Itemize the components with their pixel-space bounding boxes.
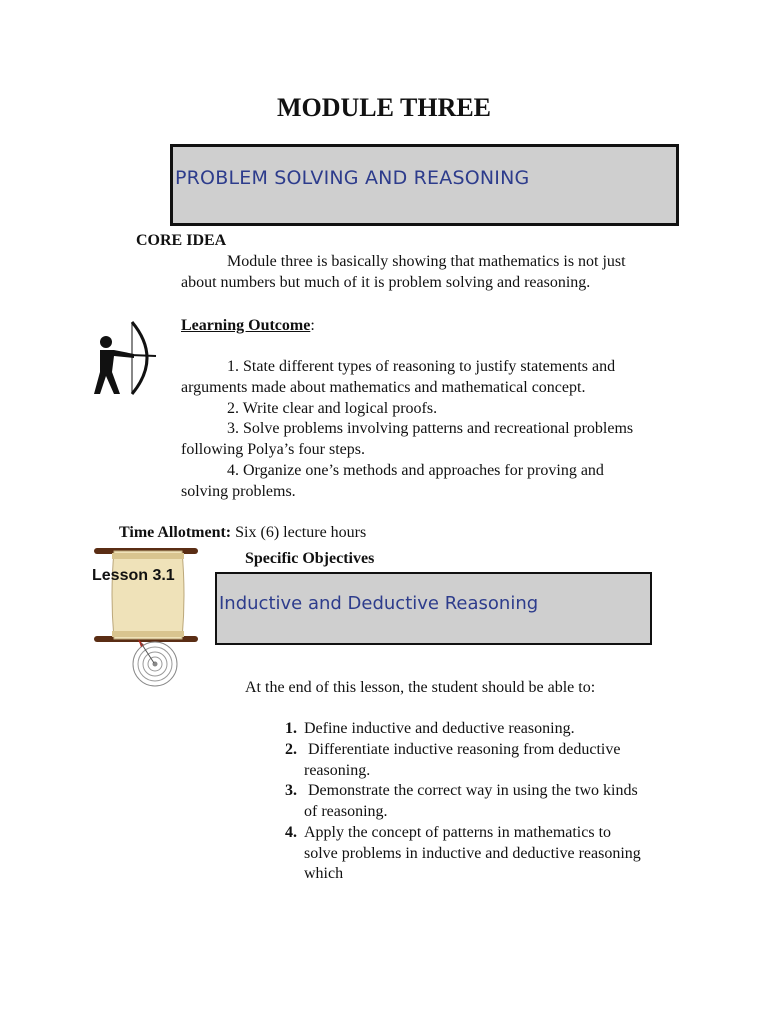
objective-number: 4.	[285, 824, 297, 841]
objective-line: Define inductive and deductive reasoning.	[304, 720, 575, 737]
objective-line: solve problems in inductive and deductive reasoning	[304, 845, 641, 862]
outcome-line: 3. Solve problems involving patterns and recreational problems	[227, 420, 634, 437]
objective-line: of reasoning.	[304, 803, 388, 820]
scroll-icon	[90, 545, 202, 645]
objective-line: Apply the concept of patterns in mathematics to	[304, 824, 612, 841]
objective-line: reasoning.	[304, 762, 371, 779]
module-banner	[170, 144, 679, 226]
objective-line: which	[304, 865, 344, 882]
specific-objectives-heading: Specific Objectives	[245, 550, 375, 567]
time-allotment-value: Six (6) lecture hours	[235, 524, 367, 541]
lesson-banner	[215, 572, 652, 645]
outcome-line: 4. Organize one’s methods and approaches for proving and	[227, 462, 604, 479]
objective-number: 2.	[285, 741, 297, 758]
time-allotment	[119, 522, 366, 543]
lesson-banner-text: Inductive and Deductive Reasoning	[219, 593, 539, 614]
target-icon	[130, 637, 180, 687]
objective-line: Demonstrate the correct way in using the two kinds	[304, 782, 638, 799]
learning-outcome-colon: :	[310, 317, 315, 334]
lesson-label: Lesson 3.1	[92, 567, 175, 584]
objective-number: 1.	[285, 720, 297, 737]
outcome-line: 1. State different types of reasoning to justify statements and	[227, 358, 616, 375]
outcome-line: 2. Write clear and logical proofs.	[227, 400, 438, 417]
objective-number: 3.	[285, 782, 297, 799]
outcome-line: arguments made about mathematics and mathematical concept.	[181, 379, 586, 396]
time-allotment-label: Time Allotment:	[119, 524, 232, 541]
core-idea-line: Module three is basically showing that mathematics is not just	[227, 253, 626, 270]
learning-outcome-heading: Learning Outcome	[181, 317, 311, 334]
lesson-intro: At the end of this lesson, the student should be able to:	[245, 679, 596, 696]
core-idea-heading: CORE IDEA	[136, 232, 227, 249]
outcome-line: following Polya’s four steps.	[181, 441, 365, 458]
module-title: MODULE THREE	[276, 93, 492, 122]
module-banner-text: PROBLEM SOLVING AND REASONING	[175, 167, 530, 189]
core-idea-line: about numbers but much of it is problem solving and reasoning.	[181, 274, 591, 291]
archer-icon	[92, 320, 160, 396]
learning-outcome-heading-row	[181, 315, 315, 336]
outcome-line: solving problems.	[181, 483, 296, 500]
objective-line: Differentiate inductive reasoning from deductive	[304, 741, 621, 758]
